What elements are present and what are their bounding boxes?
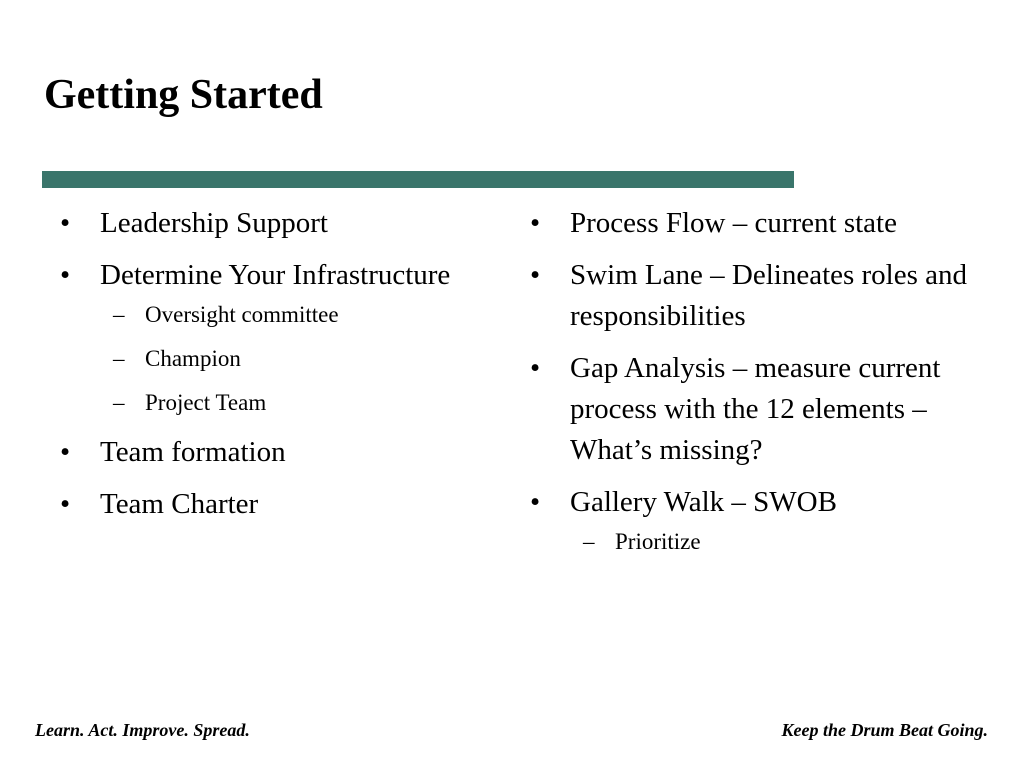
bullet-icon: •	[60, 488, 71, 520]
list-item-text: Team formation	[100, 436, 286, 468]
bullet-icon: •	[60, 436, 71, 468]
sub-list-item-text: Prioritize	[615, 529, 701, 554]
list-item	[530, 482, 1000, 557]
list-item-text: Gallery Walk – SWOB	[570, 486, 837, 518]
list-item	[530, 255, 1000, 337]
dash-icon: –	[113, 302, 125, 327]
list-item	[60, 255, 490, 418]
bullet-icon: •	[530, 352, 541, 384]
right-bullet-list	[530, 203, 1000, 557]
list-item	[60, 203, 490, 244]
bullet-icon: •	[530, 259, 541, 291]
list-item	[60, 432, 490, 473]
left-bullet-list	[60, 203, 490, 525]
dash-icon: –	[583, 529, 595, 554]
footer-tagline-right: Keep the Drum Beat Going.	[781, 720, 988, 740]
right-column	[530, 203, 1000, 571]
sub-list-item-text: Champion	[145, 346, 241, 371]
list-item-text: Determine Your Infrastructure	[100, 259, 451, 291]
sub-list-item	[100, 344, 490, 374]
sub-list-item-text: Oversight committee	[145, 302, 339, 327]
sub-list-item-text: Project Team	[145, 390, 267, 415]
bullet-icon: •	[530, 486, 541, 518]
slide-title: Getting Started	[44, 72, 323, 118]
list-item	[530, 203, 1000, 244]
dash-icon: –	[113, 390, 125, 415]
sub-list-item	[100, 388, 490, 418]
list-item-text: Leadership Support	[100, 207, 328, 239]
sub-list	[570, 527, 1000, 557]
list-item	[530, 348, 1000, 471]
list-item-text: Swim Lane – Delineates roles and responsibilities	[570, 259, 968, 332]
list-item	[60, 484, 490, 525]
title-divider-bar	[42, 171, 794, 188]
footer-tagline-left: Learn. Act. Improve. Spread.	[35, 720, 250, 740]
sub-list-item	[100, 300, 490, 330]
list-item-text: Process Flow – current state	[570, 207, 897, 239]
list-item-text: Team Charter	[100, 488, 259, 520]
bullet-icon: •	[60, 207, 71, 239]
dash-icon: –	[113, 346, 125, 371]
sub-list	[100, 300, 490, 418]
bullet-icon: •	[530, 207, 541, 239]
bullet-icon: •	[60, 259, 71, 291]
left-column	[60, 203, 490, 536]
list-item-text: Gap Analysis – measure current process with the 12 elements – What’s missing?	[570, 352, 941, 466]
sub-list-item	[570, 527, 1000, 557]
